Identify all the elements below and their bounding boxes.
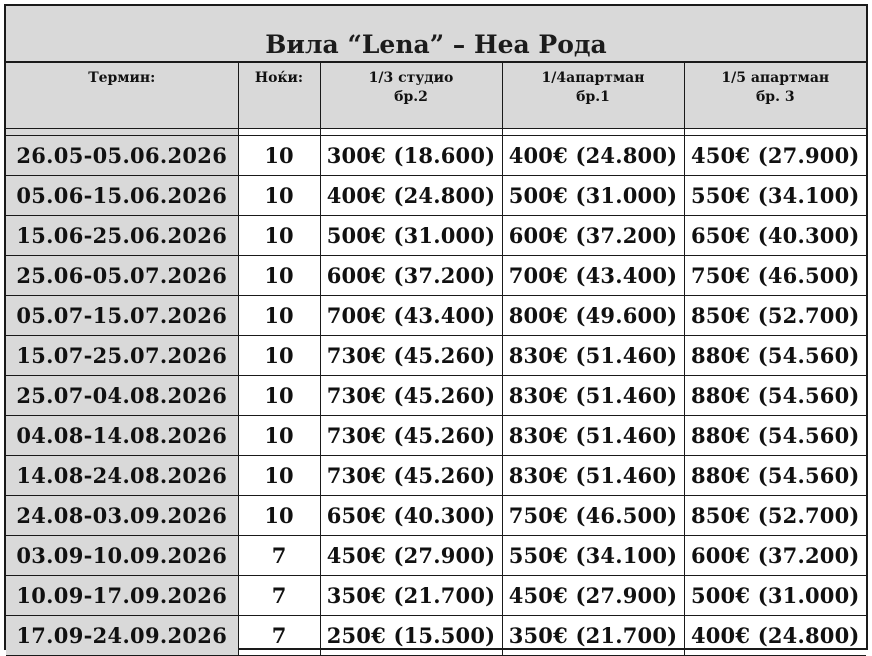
apartment-5-price-cell: 500€ (31.000): [684, 576, 866, 616]
header-period-label: Термин:: [88, 70, 156, 86]
apartment-5-price-cell: 750€ (46.500): [684, 256, 866, 296]
apartment-5-price-cell: 850€ (52.700): [684, 296, 866, 336]
apartment-4-price-cell: 830€ (51.460): [502, 416, 684, 456]
table-row: [6, 336, 866, 376]
period-cell: 17.09-24.09.2026: [6, 616, 238, 656]
period-cell: 25.06-05.07.2026: [6, 256, 238, 296]
header-apartment-5: [684, 63, 866, 129]
nights-cell: 7: [238, 576, 320, 616]
studio-price-cell: 650€ (40.300): [320, 496, 502, 536]
nights-cell: 10: [238, 376, 320, 416]
studio-price-cell: 730€ (45.260): [320, 456, 502, 496]
nights-cell: 10: [238, 136, 320, 176]
apartment-5-price-cell: 880€ (54.560): [684, 376, 866, 416]
header-apartment-5-line1: 1/5 апартман: [721, 70, 830, 86]
table-row: [6, 176, 866, 216]
period-cell: 25.07-04.08.2026: [6, 376, 238, 416]
apartment-5-price-cell: 650€ (40.300): [684, 216, 866, 256]
studio-price-cell: 730€ (45.260): [320, 416, 502, 456]
period-cell: 15.07-25.07.2026: [6, 336, 238, 376]
apartment-4-price-cell: 800€ (49.600): [502, 296, 684, 336]
table-row: [6, 536, 866, 576]
header-apartment-4-line1: 1/4апартман: [541, 70, 645, 86]
studio-price-cell: 730€ (45.260): [320, 336, 502, 376]
page-title: [6, 6, 866, 62]
apartment-5-price-cell: 600€ (37.200): [684, 536, 866, 576]
period-cell: 26.05-05.06.2026: [6, 136, 238, 176]
header-apartment-4-line2: бр.1: [576, 89, 610, 105]
period-cell: 15.06-25.06.2026: [6, 216, 238, 256]
period-cell: 10.09-17.09.2026: [6, 576, 238, 616]
apartment-4-price-cell: 830€ (51.460): [502, 336, 684, 376]
apartment-5-price-cell: 550€ (34.100): [684, 176, 866, 216]
studio-price-cell: 730€ (45.260): [320, 376, 502, 416]
header-nights: [238, 63, 320, 129]
nights-cell: 10: [238, 416, 320, 456]
header-apartment-5-line2: бр. 3: [755, 89, 795, 105]
studio-price-cell: 700€ (43.400): [320, 296, 502, 336]
apartment-4-price-cell: 500€ (31.000): [502, 176, 684, 216]
apartment-4-price-cell: 750€ (46.500): [502, 496, 684, 536]
table-row: [6, 616, 866, 656]
table-body: [6, 136, 866, 656]
table-header-row: [6, 63, 866, 129]
studio-price-cell: 250€ (15.500): [320, 616, 502, 656]
apartment-5-price-cell: 880€ (54.560): [684, 336, 866, 376]
apartment-4-price-cell: 700€ (43.400): [502, 256, 684, 296]
apartment-4-price-cell: 600€ (37.200): [502, 216, 684, 256]
apartment-4-price-cell: 450€ (27.900): [502, 576, 684, 616]
table-row: [6, 576, 866, 616]
studio-price-cell: 450€ (27.900): [320, 536, 502, 576]
nights-cell: 10: [238, 216, 320, 256]
title-text: Вила “Lena” – Неа Рода: [265, 30, 607, 59]
studio-price-cell: 500€ (31.000): [320, 216, 502, 256]
nights-cell: 10: [238, 296, 320, 336]
table-row: [6, 496, 866, 536]
table-row: [6, 456, 866, 496]
header-spacer: [6, 129, 866, 136]
table-row: [6, 216, 866, 256]
table-row: [6, 296, 866, 336]
nights-cell: 10: [238, 336, 320, 376]
price-list-sheet: [4, 4, 868, 650]
header-studio-line2: бр.2: [394, 89, 428, 105]
apartment-4-price-cell: 350€ (21.700): [502, 616, 684, 656]
header-nights-label: Ноќи:: [254, 70, 304, 86]
apartment-5-price-cell: 880€ (54.560): [684, 416, 866, 456]
price-table: [6, 62, 866, 656]
apartment-5-price-cell: 880€ (54.560): [684, 456, 866, 496]
period-cell: 14.08-24.08.2026: [6, 456, 238, 496]
nights-cell: 10: [238, 176, 320, 216]
apartment-5-price-cell: 850€ (52.700): [684, 496, 866, 536]
period-cell: 04.08-14.08.2026: [6, 416, 238, 456]
table-row: [6, 416, 866, 456]
apartment-4-price-cell: 550€ (34.100): [502, 536, 684, 576]
header-period: [6, 63, 238, 129]
studio-price-cell: 400€ (24.800): [320, 176, 502, 216]
apartment-4-price-cell: 830€ (51.460): [502, 376, 684, 416]
period-cell: 05.06-15.06.2026: [6, 176, 238, 216]
nights-cell: 10: [238, 496, 320, 536]
nights-cell: 7: [238, 536, 320, 576]
table-row: [6, 136, 866, 176]
studio-price-cell: 600€ (37.200): [320, 256, 502, 296]
apartment-5-price-cell: 450€ (27.900): [684, 136, 866, 176]
apartment-5-price-cell: 400€ (24.800): [684, 616, 866, 656]
header-apartment-4: [502, 63, 684, 129]
header-studio: [320, 63, 502, 129]
table-row: [6, 376, 866, 416]
period-cell: 03.09-10.09.2026: [6, 536, 238, 576]
header-studio-line1: 1/3 студио: [368, 70, 454, 86]
table-row: [6, 256, 866, 296]
period-cell: 24.08-03.09.2026: [6, 496, 238, 536]
studio-price-cell: 350€ (21.700): [320, 576, 502, 616]
apartment-4-price-cell: 830€ (51.460): [502, 456, 684, 496]
nights-cell: 10: [238, 456, 320, 496]
apartment-4-price-cell: 400€ (24.800): [502, 136, 684, 176]
nights-cell: 7: [238, 616, 320, 656]
nights-cell: 10: [238, 256, 320, 296]
studio-price-cell: 300€ (18.600): [320, 136, 502, 176]
period-cell: 05.07-15.07.2026: [6, 296, 238, 336]
